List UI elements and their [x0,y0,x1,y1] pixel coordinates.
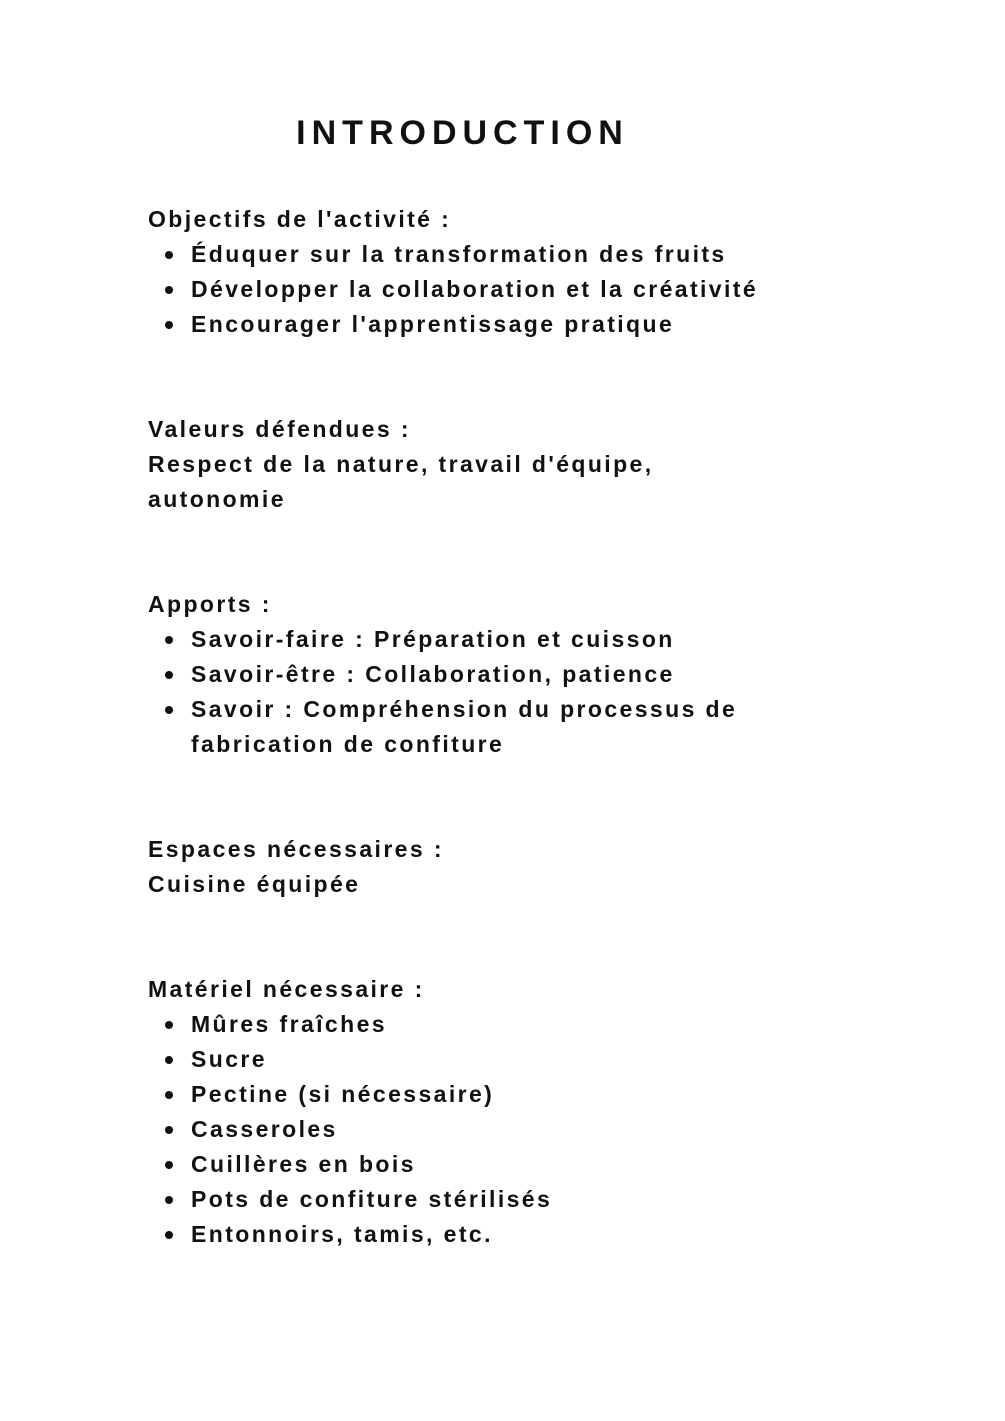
valeurs-text: Respect de la nature, travail d'équipe, autonomie [148,451,654,512]
bullet-icon [165,671,173,679]
list-item [191,1077,788,1112]
list-item [191,307,788,342]
list-item [191,1147,788,1182]
section-heading-objectifs: Objectifs de l'activité : [148,206,452,232]
list-item [191,272,788,307]
list-item [191,1007,788,1042]
section-espaces [148,832,788,902]
list-item-text: Casseroles [191,1116,338,1142]
list-item [191,237,788,272]
espaces-text: Cuisine équipée [148,871,361,897]
list-item [191,1182,788,1217]
list-item-text: Pectine (si nécessaire) [191,1081,495,1107]
bullet-icon [165,1161,173,1169]
bullet-icon [165,1196,173,1204]
page-title: INTRODUCTION [296,114,629,152]
apports-list [148,622,788,762]
document-content [148,202,788,1252]
list-item-text: Savoir-faire : Préparation et cuisson [191,626,675,652]
section-heading-espaces: Espaces nécessaires : [148,836,444,862]
list-item [191,622,788,657]
objectifs-list [148,237,788,342]
bullet-icon [165,1056,173,1064]
list-item-text: Éduquer sur la transformation des fruits [191,241,727,267]
section-valeurs [148,412,788,517]
list-item [191,692,788,762]
section-heading-materiel: Matériel nécessaire : [148,976,425,1002]
list-item [191,1042,788,1077]
section-objectifs [148,202,788,342]
list-item-text: Encourager l'apprentissage pratique [191,311,675,337]
section-heading-apports: Apports : [148,591,272,617]
bullet-icon [165,251,173,259]
bullet-icon [165,1021,173,1029]
section-heading-valeurs: Valeurs défendues : [148,416,411,442]
list-item [191,1112,788,1147]
list-item-text: Développer la collaboration et la créativité [191,276,759,302]
bullet-icon [165,636,173,644]
bullet-icon [165,321,173,329]
bullet-icon [165,1091,173,1099]
section-apports [148,587,788,762]
section-materiel [148,972,788,1252]
bullet-icon [165,706,173,714]
list-item-text: Entonnoirs, tamis, etc. [191,1221,493,1247]
list-item-text: Cuillères en bois [191,1151,416,1177]
bullet-icon [165,1126,173,1134]
list-item-text: Mûres fraîches [191,1011,387,1037]
list-item-text: Pots de confiture stérilisés [191,1186,553,1212]
list-item [191,657,788,692]
list-item-text: Sucre [191,1046,267,1072]
list-item-text: Savoir-être : Collaboration, patience [191,661,675,687]
list-item-text: Savoir : Compréhension du processus de fabrication de confiture [191,696,738,757]
bullet-icon [165,286,173,294]
materiel-list [148,1007,788,1252]
list-item [191,1217,788,1252]
bullet-icon [165,1231,173,1239]
